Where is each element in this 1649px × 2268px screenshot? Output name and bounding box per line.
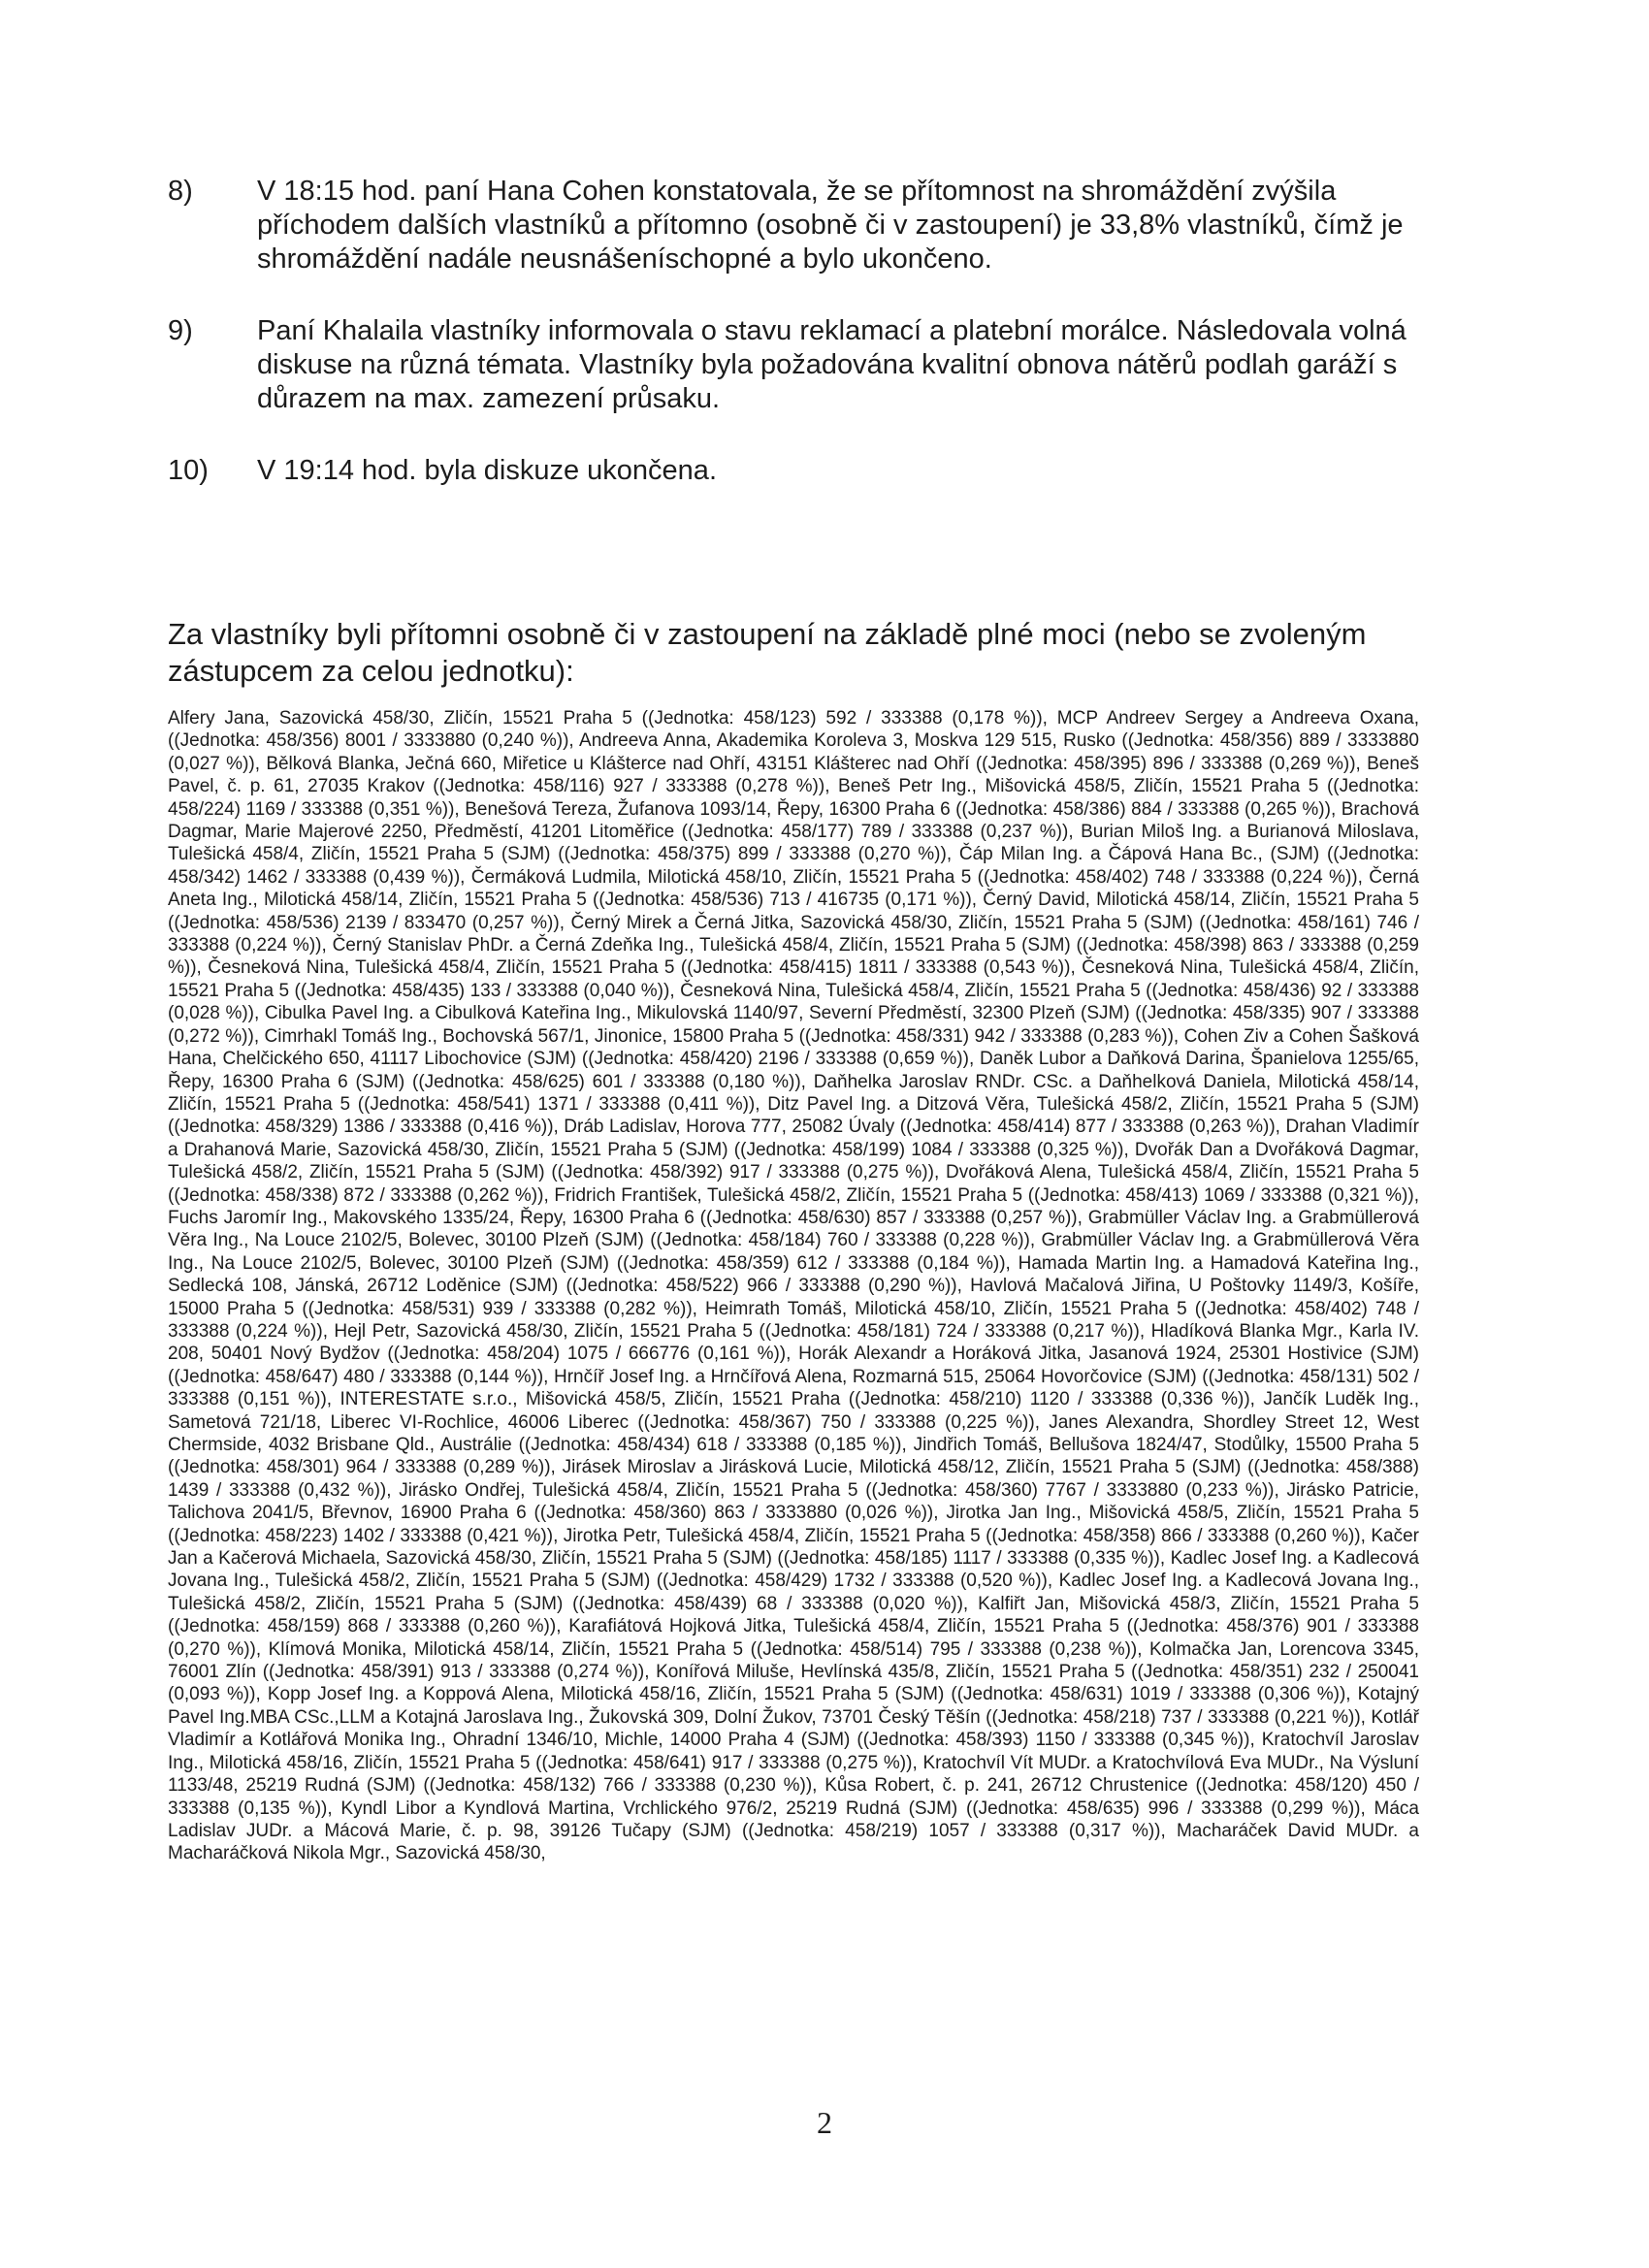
item-number: 9) — [168, 315, 193, 346]
item-text: V 18:15 hod. paní Hana Cohen konstatovala, že se přítomnost na shromáždění zvýšila příchodem dalších vlastníků a přítomno (osobně či v zastoupení) je 33,8% vlastníků, čímž je shromáždění nadále neusnášeníschopné a bylo ukončeno. — [257, 176, 1404, 275]
agenda-item-8 — [168, 175, 1419, 276]
item-number: 8) — [168, 176, 193, 207]
agenda-item-9 — [168, 314, 1419, 416]
item-number: 10) — [168, 455, 209, 486]
attendees-list: Alfery Jana, Sazovická 458/30, Zličín, 15521 Praha 5 ((Jednotka: 458/123) 592 / 333388 (0,178 %)), MCP Andreev Sergey a Andreeva Oxana, ((Jednotka: 458/356) 8001 / 3333880 (0,240 %)), Andreeva Anna, Akademika Koroleva 3, Moskva 129 515, Rusko ((Jednotka: 458/356) 889 / 3333880 (0,027 %)), Bělková Blanka, Ječná 660, Miřetice u Klášterce nad Ohří, 43151 Klášterec nad Ohří ((Jednotka: 458/395) 896 / 333388 (0,269 %)), Beneš Pavel, č. p. 61, 27035 Krakov ((Jednotka: 458/116) 927 / 333388 (0,278 %)), Beneš Petr Ing., Mišovická 458/5, Zličín, 15521 Praha 5 ((Jednotka: 458/224) 1169 / 333388 (0,351 %)), Benešová Tereza, Žufanova 1093/14, Řepy, 16300 Praha 6 ((Jednotka: 458/386) 884 / 333388 (0,265 %)), Brachová Dagmar, Marie Majerové 2250, Předměstí, 41201 Litoměřice ((Jednotka: 458/177) 789 / 333388 (0,237 %)), Burian Miloš Ing. a Burianová Miloslava, Tulešická 458/4, Zličín, 15521 Praha 5 (SJM) ((Jednotka: 458/375) 899 / 333388 (0,270 %)), Čáp Milan Ing. a Čápová Hana Bc., (SJM) ((Jednotka: 458/342) 1462 / 333388 (0,439 %)), Čermáková Ludmila, Milotická 458/10, Zličín, 15521 Praha 5 ((Jednotka: 458/402) 748 / 333388 (0,224 %)), Černá Aneta Ing., Milotická 458/14, Zličín, 15521 Praha 5 ((Jednotka: 458/536) 713 / 416735 (0,171 %)), Černý David, Milotická 458/14, Zličín, 15521 Praha 5 ((Jednotka: 458/536) 2139 / 833470 (0,257 %)), Černý Mirek a Černá Jitka, Sazovická 458/30, Zličín, 15521 Praha 5 (SJM) ((Jednotka: 458/161) 746 / 333388 (0,224 %)), Černý Stanislav PhDr. a Černá Zdeňka Ing., Tulešická 458/4, Zličín, 15521 Praha 5 (SJM) ((Jednotka: 458/398) 863 / 333388 (0,259 %)), Česneková Nina, Tulešická 458/4, Zličín, 15521 Praha 5 ((Jednotka: 458/415) 1811 / 333388 (0,543 %)), Česneková Nina, Tulešická 458/4, Zličín, 15521 Praha 5 ((Jednotka: 458/435) 133 / 333388 (0,040 %)), Česneková Nina, Tulešická 458/4, Zličín, 15521 Praha 5 ((Jednotka: 458/436) 92 / 333388 (0,028 %)), Cibulka Pavel Ing. a Cibulková Kateřina Ing., Mikulovská 1140/97, Severní Předměstí, 32300 Plzeň (SJM) ((Jednotka: 458/335) 907 / 333388 (0,272 %)), Cimrhakl Tomáš Ing., Bochovská 567/1, Jinonice, 15800 Praha 5 ((Jednotka: 458/331) 942 / 333388 (0,283 %)), Cohen Ziv a Cohen Šašková Hana, Chelčického 650, 41117 Libochovice (SJM) ((Jednotka: 458/420) 2196 / 333388 (0,659 %)), Daněk Lubor a Daňková Darina, Španielova 1255/65, Řepy, 16300 Praha 6 (SJM) ((Jednotka: 458/625) 601 / 333388 (0,180 %)), Daňhelka Jaroslav RNDr. CSc. a Daňhelková Daniela, Milotická 458/14, Zličín, 15521 Praha 5 ((Jednotka: 458/541) 1371 / 333388 (0,411 %)), Ditz Pavel Ing. a Ditzová Věra, Tulešická 458/2, Zličín, 15521 Praha 5 (SJM) ((Jednotka: 458/329) 1386 / 333388 (0,416 %)), Dráb Ladislav, Horova 777, 25082 Úvaly ((Jednotka: 458/414) 877 / 333388 (0,263 %)), Drahan Vladimír a Drahanová Marie, Sazovická 458/30, Zličín, 15521 Praha 5 (SJM) ((Jednotka: 458/199) 1084 / 333388 (0,325 %)), Dvořák Dan a Dvořáková Dagmar, Tulešická 458/2, Zličín, 15521 Praha 5 (SJM) ((Jednotka: 458/392) 917 / 333388 (0,275 %)), Dvořáková Alena, Tulešická 458/4, Zličín, 15521 Praha 5 ((Jednotka: 458/338) 872 / 333388 (0,262 %)), Fridrich František, Tulešická 458/2, Zličín, 15521 Praha 5 ((Jednotka: 458/413) 1069 / 333388 (0,321 %)), Fuchs Jaromír Ing., Makovského 1335/24, Řepy, 16300 Praha 6 ((Jednotka: 458/630) 857 / 333388 (0,257 %)), Grabmüller Václav Ing. a Grabmüllerová Věra Ing., Na Louce 2102/5, Bolevec, 30100 Plzeň (SJM) ((Jednotka: 458/184) 760 / 333388 (0,228 %)), Grabmüller Václav Ing. a Grabmüllerová Věra Ing., Na Louce 2102/5, Bolevec, 30100 Plzeň (SJM) ((Jednotka: 458/359) 612 / 333388 (0,184 %)), Hamada Martin Ing. a Hamadová Kateřina Ing., Sedlecká 108, Jánská, 26712 Loděnice (SJM) ((Jednotka: 458/522) 966 / 333388 (0,290 %)), Havlová Mačalová Jiřina, U Poštovky 1149/3, Košíře, 15000 Praha 5 ((Jednotka: 458/531) 939 / 333388 (0,282 %)), Heimrath Tomáš, Milotická 458/10, Zličín, 15521 Praha 5 ((Jednotka: 458/402) 748 / 333388 (0,224 %)), Hejl Petr, Sazovická 458/30, Zličín, 15521 Praha 5 ((Jednotka: 458/181) 724 / 333388 (0,217 %)), Hladíková Blanka Mgr., Karla IV. 208, 50401 Nový Bydžov ((Jednotka: 458/204) 1075 / 666776 (0,161 %)), Horák Alexandr a Horáková Jitka, Jasanová 1924, 25301 Hostivice (SJM) ((Jednotka: 458/647) 480 / 333388 (0,144 %)), Hrnčíř Josef Ing. a Hrnčířová Alena, Rozmarná 515, 25064 Hovorčovice (SJM) ((Jednotka: 458/131) 502 / 333388 (0,151 %)), INTERESTATE s.r.o., Mišovická 458/5, Zličín, 15521 Praha ((Jednotka: 458/210) 1120 / 333388 (0,336 %)), Jančík Luděk Ing., Sametová 721/18, Liberec VI-Rochlice, 46006 Liberec ((Jednotka: 458/367) 750 / 333388 (0,225 %)), Janes Alexandra, Shordley Street 12, West Chermside, 4032 Brisbane Qld., Austrálie ((Jednotka: 458/434) 618 / 333388 (0,185 %)), Jindřich Tomáš, Bellušova 1824/47, Stodůlky, 15500 Praha 5 ((Jednotka: 458/301) 964 / 333388 (0,289 %)), Jirásek Miroslav a Jirásková Lucie, Milotická 458/12, Zličín, 15521 Praha 5 (SJM) ((Jednotka: 458/388) 1439 / 333388 (0,432 %)), Jirásko Ondřej, Tulešická 458/4, Zličín, 15521 Praha 5 ((Jednotka: 458/360) 7767 / 3333880 (0,233 %)), Jirásko Patricie, Talichova 2041/5, Břevnov, 16900 Praha 6 ((Jednotka: 458/360) 863 / 3333880 (0,026 %)), Jirotka Jan Ing., Mišovická 458/5, Zličín, 15521 Praha 5 ((Jednotka: 458/223) 1402 / 333388 (0,421 %)), Jirotka Petr, Tulešická 458/4, Zličín, 15521 Praha 5 ((Jednotka: 458/358) 866 / 333388 (0,260 %)), Kačer Jan a Kačerová Michaela, Sazovická 458/30, Zličín, 15521 Praha 5 (SJM) ((Jednotka: 458/185) 1117 / 333388 (0,335 %)), Kadlec Josef Ing. a Kadlecová Jovana Ing., Tulešická 458/2, Zličín, 15521 Praha 5 (SJM) ((Jednotka: 458/429) 1732 / 333388 (0,520 %)), Kadlec Josef Ing. a Kadlecová Jovana Ing., Tulešická 458/2, Zličín, 15521 Praha 5 (SJM) ((Jednotka: 458/439) 68 / 333388 (0,020 %)), Kalfiřt Jan, Mišovická 458/3, Zličín, 15521 Praha 5 ((Jednotka: 458/159) 868 / 333388 (0,260 %)), Karafiátová Hojková Jitka, Tulešická 458/4, Zličín, 15521 Praha 5 ((Jednotka: 458/376) 901 / 333388 (0,270 %)), Klímová Monika, Milotická 458/14, Zličín, 15521 Praha 5 ((Jednotka: 458/514) 795 / 333388 (0,238 %)), Kolmačka Jan, Lorencova 3345, 76001 Zlín ((Jednotka: 458/391) 913 / 333388 (0,274 %)), Konířová Miluše, Hevlínská 435/8, Zličín, 15521 Praha 5 ((Jednotka: 458/351) 232 / 250041 (0,093 %)), Kopp Josef Ing. a Koppová Alena, Milotická 458/16, Zličín, 15521 Praha 5 (SJM) ((Jednotka: 458/631) 1019 / 333388 (0,306 %)), Kotajný Pavel Ing.MBA CSc.,LLM a Kotajná Jaroslava Ing., Žukovská 309, Dolní Žukov, 73701 Český Těšín ((Jednotka: 458/218) 737 / 333388 (0,221 %)), Kotlář Vladimír a Kotlářová Monika Ing., Ohradní 1346/10, Michle, 14000 Praha 4 (SJM) ((Jednotka: 458/393) 1150 / 333388 (0,345 %)), Kratochvíl Jaroslav Ing., Milotická 458/16, Zličín, 15521 Praha 5 ((Jednotka: 458/641) 917 / 333388 (0,275 %)), Kratochvíl Vít MUDr. a Kratochvílová Eva MUDr., Na Výsluní 1133/48, 25219 Rudná (SJM) ((Jednotka: 458/132) 766 / 333388 (0,230 %)), Kůsa Robert, č. p. 241, 26712 Chrustenice ((Jednotka: 458/120) 450 / 333388 (0,135 %)), Kyndl Libor a Kyndlová Martina, Vrchlického 976/2, 25219 Rudná (SJM) ((Jednotka: 458/635) 996 / 333388 (0,299 %)), Máca Ladislav JUDr. a Mácová Marie, č. p. 98, 39126 Tučapy (SJM) ((Jednotka: 458/219) 1057 / 333388 (0,317 %)), Macharáček David MUDr. a Macharáčková Nikola Mgr., Sazovická 458/30, — [168, 708, 1419, 1864]
item-text: Paní Khalaila vlastníky informovala o stavu reklamací a platební morálce. Následovala volná diskuse na různá témata. Vlastníky byla požadována kvalitní obnova nátěrů podlah garáží s důrazem na max. zamezení průsaku. — [257, 315, 1406, 414]
attendees-heading: Za vlastníky byli přítomni osobně či v zastoupení na základě plné moci (nebo se zvoleným zástupcem za celou jednotku): — [168, 617, 1367, 688]
agenda-items — [168, 175, 1419, 526]
item-text: V 19:14 hod. byla diskuze ukončena. — [257, 455, 717, 486]
page-number: 2 — [817, 2105, 832, 2140]
agenda-item-10 — [168, 454, 1419, 488]
